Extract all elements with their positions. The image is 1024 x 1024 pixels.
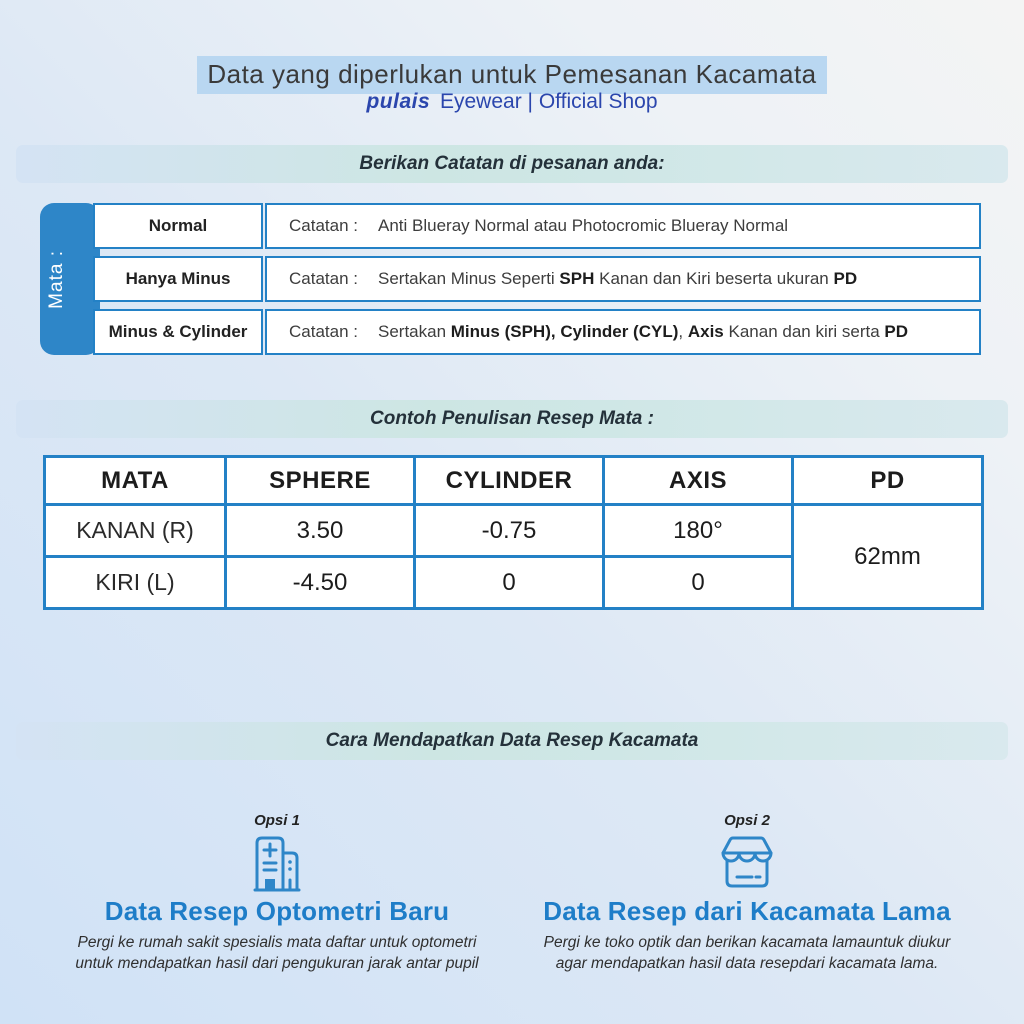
section-bar-example: Contoh Penulisan Resep Mata : <box>16 400 1008 438</box>
note-text: Anti Blueray Normal atau Photocromic Blueray Normal <box>378 216 789 235</box>
brand-logo-text: pulais <box>366 90 431 113</box>
rx-header-axis: AXIS <box>604 457 793 505</box>
rx-kiri-axis: 0 <box>604 557 793 609</box>
rx-header-sphere: SPHERE <box>226 457 415 505</box>
note-row-hanya-minus <box>93 256 981 302</box>
rx-kanan-sphere: 3.50 <box>226 505 415 557</box>
rx-header-row <box>45 457 983 505</box>
option-1-title: Data Resep Optometri Baru <box>104 896 450 926</box>
catatan-label: Catatan : <box>289 216 358 235</box>
notes-rows <box>93 203 981 355</box>
rx-row-kanan <box>45 505 983 557</box>
note-text: Sertakan Minus (SPH), Cylinder (CYL), Axis Kanan dan kiri serta PD <box>378 322 909 341</box>
option-2-description: Pergi ke toko optik dan berikan kacamata lamauntuk diukur agar mendapatkan hasil data resepdari kacamata lama. <box>543 934 951 972</box>
header <box>0 56 1024 94</box>
storefront-icon <box>715 832 779 894</box>
rx-kanan-cylinder: -0.75 <box>415 505 604 557</box>
rx-header-cylinder: CYLINDER <box>415 457 604 505</box>
rx-pd-value: 62mm <box>793 505 983 609</box>
option-1-description: Pergi ke rumah sakit spesialis mata daftar untuk optometri untuk mendapatkan hasil dari pengukuran jarak antar pupil <box>75 934 479 972</box>
notes-table <box>40 203 981 355</box>
note-row-normal <box>93 203 981 249</box>
note-catatan <box>265 309 981 355</box>
section-bar-notes: Berikan Catatan di pesanan anda: <box>16 145 1008 183</box>
rx-header-pd: PD <box>793 457 983 505</box>
note-label: Normal <box>93 203 263 249</box>
note-catatan <box>265 203 981 249</box>
catatan-label: Catatan : <box>289 269 358 288</box>
rx-kanan-axis: 180° <box>604 505 793 557</box>
catatan-label: Catatan : <box>289 322 358 341</box>
note-text: Sertakan Minus Seperti SPH Kanan dan Kiri beserta ukuran PD <box>378 269 858 288</box>
options-row <box>0 812 1024 975</box>
option-2 <box>522 812 972 975</box>
option-1 <box>52 812 502 975</box>
brand-suffix: Eyewear | Official Shop <box>440 90 658 113</box>
section-bar-how: Cara Mendapatkan Data Resep Kacamata <box>16 722 1008 760</box>
page-title: Data yang diperlukan untuk Pemesanan Kacamata <box>197 56 826 94</box>
rx-header-mata: MATA <box>45 457 226 505</box>
option-2-tag: Opsi 2 <box>724 812 770 829</box>
rx-kanan-label: KANAN (R) <box>45 505 226 557</box>
option-2-title: Data Resep dari Kacamata Lama <box>543 896 951 926</box>
note-label: Minus & Cylinder <box>93 309 263 355</box>
rx-kiri-cylinder: 0 <box>415 557 604 609</box>
prescription-table <box>43 455 981 610</box>
note-label: Hanya Minus <box>93 256 263 302</box>
brand-line <box>0 90 1024 114</box>
mata-side-tab <box>40 203 100 355</box>
hospital-icon <box>245 832 309 894</box>
rx-kiri-sphere: -4.50 <box>226 557 415 609</box>
note-row-minus-cylinder <box>93 309 981 355</box>
option-1-tag: Opsi 1 <box>254 812 300 829</box>
mata-side-label: Mata : <box>46 249 67 309</box>
note-catatan <box>265 256 981 302</box>
rx-kiri-label: KIRI (L) <box>45 557 226 609</box>
